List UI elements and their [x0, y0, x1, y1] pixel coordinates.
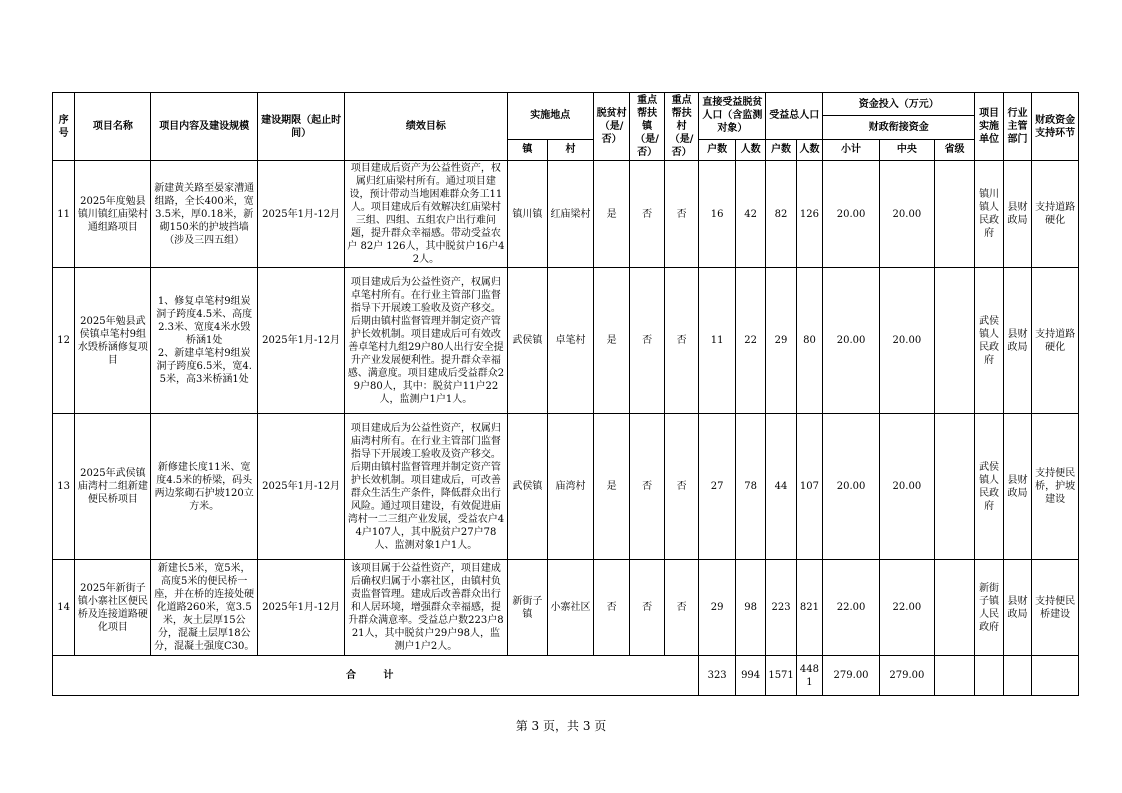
header-fiscal: 财政衔接资金 — [823, 116, 975, 139]
table-row — [53, 161, 1079, 268]
header-town: 镇 — [507, 139, 548, 160]
cell-key-village: 否 — [664, 414, 699, 560]
cell-period: 2025年1月-12月 — [257, 161, 344, 268]
cell-content: 1、修复卓笔村9组炭洞子跨度4.5米、高度2.3米、宽度4米水毁桥涵1处 2、新建卓笔村9组炭洞子跨度6.5米，宽4.5米，高3米桥涵1处 — [151, 268, 258, 414]
header-dept: 行业主管部门 — [1003, 93, 1031, 161]
header-poor-village: 脱贫村（是/否） — [593, 93, 630, 161]
cell-provincial — [934, 560, 975, 656]
cell-village: 小寨社区 — [548, 560, 594, 656]
header-key-town: 重点帮扶镇（是/否） — [630, 93, 665, 161]
cell-name: 2025年勉县武侯镇卓笔村9组水毁桥涵修复项目 — [75, 268, 151, 414]
cell-subtotal: 20.00 — [823, 161, 880, 268]
table-row — [53, 414, 1079, 560]
cell-key-town: 否 — [630, 268, 665, 414]
cell-perf: 项目建成后为公益性资产，权属归庙湾村所有。在行业主管部门监督指导下开展竣工验收及资产移交。后期由镇村监督管理并制定资产管护长效机制。项目建成后，可改善群众生活生产条件，降低群众出行风险。通过项目建设，有效促进庙湾村一二三组产业发展，受益农户44户107人，其中脱贫户27户78人、监测对象1户1人。 — [345, 414, 507, 560]
cell-dept: 县财政局 — [1003, 560, 1031, 656]
cell-poor-village: 是 — [593, 161, 630, 268]
cell-key-town: 否 — [630, 161, 665, 268]
cell-total-households: 44 — [766, 414, 796, 560]
cell-name: 2025年新街子镇小寨社区便民桥及连接道路硬化项目 — [75, 560, 151, 656]
cell-village: 卓笔村 — [548, 268, 594, 414]
cell-poor-village: 否 — [593, 560, 630, 656]
cell-seq: 14 — [53, 560, 75, 656]
page-footer: 第 3 页，共 3 页 — [515, 719, 607, 733]
cell-seq: 13 — [53, 414, 75, 560]
total-subtotal: 279.00 — [823, 656, 880, 696]
total-label — [53, 656, 699, 696]
table-row — [53, 560, 1079, 656]
cell-name: 2025年武侯镇庙湾村二组新建便民桥项目 — [75, 414, 151, 560]
cell-direct-persons: 22 — [735, 268, 765, 414]
cell-total-persons: 821 — [796, 560, 822, 656]
cell-impl-unit: 武侯镇人民政府 — [975, 268, 1003, 414]
total-direct-persons: 994 — [735, 656, 765, 696]
cell-dept: 县财政局 — [1003, 414, 1031, 560]
header-name: 项目名称 — [75, 93, 151, 161]
header-subtotal: 小计 — [823, 139, 880, 160]
cell-village: 庙湾村 — [548, 414, 594, 560]
cell-name: 2025年度勉县镇川镇红庙梁村通组路项目 — [75, 161, 151, 268]
cell-total-households: 82 — [766, 161, 796, 268]
header-direct-persons: 人数 — [735, 139, 765, 160]
cell-perf: 项目建成后资产为公益性资产，权属归红庙梁村所有。通过项目建设，预计带动当地困难群众务工11人。项目建成后有效解决红庙梁村三组、四组、五组农户出行难问题，提升群众幸福感。带动受益农户 82户 126人，其中脱贫户16户42人。 — [345, 161, 507, 268]
cell-town: 镇川镇 — [507, 161, 548, 268]
header-direct-benefit: 直接受益脱贫人口（含监测对象） — [699, 93, 766, 140]
total-central: 279.00 — [879, 656, 934, 696]
cell-subtotal: 20.00 — [823, 414, 880, 560]
header-location: 实施地点 — [507, 93, 593, 140]
cell-provincial — [934, 268, 975, 414]
cell-town: 新街子镇 — [507, 560, 548, 656]
total-provincial — [934, 656, 975, 696]
cell-key-town: 否 — [630, 414, 665, 560]
cell-seq: 12 — [53, 268, 75, 414]
cell-impl-unit: 新街子镇人民政府 — [975, 560, 1003, 656]
cell-central: 20.00 — [879, 161, 934, 268]
cell-dept: 县财政局 — [1003, 161, 1031, 268]
cell-impl-unit: 镇川镇人民政府 — [975, 161, 1003, 268]
cell-total-households: 29 — [766, 268, 796, 414]
cell-direct-households: 16 — [699, 161, 736, 268]
cell-town: 武侯镇 — [507, 414, 548, 560]
cell-total-persons: 80 — [796, 268, 822, 414]
cell-period: 2025年1月-12月 — [257, 414, 344, 560]
header-village: 村 — [548, 139, 594, 160]
cell-provincial — [934, 414, 975, 560]
cell-direct-households: 27 — [699, 414, 736, 560]
total-label-text: 合 计 — [345, 670, 406, 681]
header-perf: 绩效目标 — [345, 93, 507, 161]
header-total-households: 户数 — [766, 139, 796, 160]
cell-support: 支持便民桥建设 — [1032, 560, 1079, 656]
cell-provincial — [934, 161, 975, 268]
header-key-village: 重点帮扶村（是/否） — [664, 93, 699, 161]
header-impl-unit: 项目实施单位 — [975, 93, 1003, 161]
total-row — [53, 656, 1079, 696]
cell-content: 新建黄关路至晏家漕通组路，全长400米，宽3.5米，厚0.18米，新砌150米的护坡挡墙（涉及三四五组） — [151, 161, 258, 268]
cell-direct-persons: 98 — [735, 560, 765, 656]
cell-key-village: 否 — [664, 268, 699, 414]
cell-total-persons: 107 — [796, 414, 822, 560]
total-impl-unit — [975, 656, 1003, 696]
header-provincial: 省级 — [934, 139, 975, 160]
cell-perf: 该项目属于公益性资产，项目建成后确权归属于小寨社区，由镇村负责监督管理。建成后改善群众出行和人居环境，增强群众幸福感，提升群众满意率。受益总户数223户821人，其中脱贫户29户98人，监测户1户2人。 — [345, 560, 507, 656]
cell-content: 新建长5米，宽5米，高度5米的便民桥一座，并在桥的连接处硬化道路260米，宽3.5米，灰土层厚15公分，混凝土层厚18公分，混凝土强度C30。 — [151, 560, 258, 656]
cell-support: 支持道路硬化 — [1032, 161, 1079, 268]
cell-total-households: 223 — [766, 560, 796, 656]
total-total-households: 1571 — [766, 656, 796, 696]
cell-period: 2025年1月-12月 — [257, 560, 344, 656]
cell-direct-persons: 42 — [735, 161, 765, 268]
cell-central: 20.00 — [879, 414, 934, 560]
cell-subtotal: 20.00 — [823, 268, 880, 414]
header-content: 项目内容及建设规模 — [151, 93, 258, 161]
total-direct-households: 323 — [699, 656, 736, 696]
cell-perf: 项目建成后为公益性资产，权属归卓笔村所有。在行业主管部门监督指导下开展竣工验收及资产移交。后期由镇村监督管理并制定资产管护长效机制。项目建成后可有效改善卓笔村九组29户80人出行安全提升产业发展便利性。提升群众幸福感、满意度。项目建成后受益群众29户80人，其中：脱贫户11户22人，监测户1户1人。 — [345, 268, 507, 414]
cell-seq: 11 — [53, 161, 75, 268]
cell-central: 20.00 — [879, 268, 934, 414]
cell-key-village: 否 — [664, 161, 699, 268]
cell-direct-persons: 78 — [735, 414, 765, 560]
cell-support: 支持道路硬化 — [1032, 268, 1079, 414]
cell-village: 红庙梁村 — [548, 161, 594, 268]
cell-poor-village: 是 — [593, 414, 630, 560]
header-central: 中央 — [879, 139, 934, 160]
cell-key-town: 否 — [630, 560, 665, 656]
cell-poor-village: 是 — [593, 268, 630, 414]
cell-impl-unit: 武侯镇人民政府 — [975, 414, 1003, 560]
project-table — [52, 92, 1079, 696]
header-support: 财政资金支持环节 — [1032, 93, 1079, 161]
total-total-persons: 4481 — [796, 656, 822, 696]
header-total-benefit: 受益总人口 — [766, 93, 823, 140]
table-row — [53, 268, 1079, 414]
cell-content: 新修建长度11米、宽度4.5米的桥梁，码头两边浆砌石护坡120立方米。 — [151, 414, 258, 560]
cell-central: 22.00 — [879, 560, 934, 656]
header-seq: 序号 — [53, 93, 75, 161]
cell-direct-households: 29 — [699, 560, 736, 656]
cell-town: 武侯镇 — [507, 268, 548, 414]
total-support — [1032, 656, 1079, 696]
cell-total-persons: 126 — [796, 161, 822, 268]
header-funds: 资金投入（万元） — [823, 93, 975, 116]
header-period: 建设期限（起止时间） — [257, 93, 344, 161]
cell-subtotal: 22.00 — [823, 560, 880, 656]
header-direct-households: 户数 — [699, 139, 736, 160]
cell-direct-households: 11 — [699, 268, 736, 414]
cell-dept: 县财政局 — [1003, 268, 1031, 414]
header-total-persons: 人数 — [796, 139, 822, 160]
cell-period: 2025年1月-12月 — [257, 268, 344, 414]
cell-support: 支持便民桥，护坡建设 — [1032, 414, 1079, 560]
total-dept — [1003, 656, 1031, 696]
cell-key-village: 否 — [664, 560, 699, 656]
